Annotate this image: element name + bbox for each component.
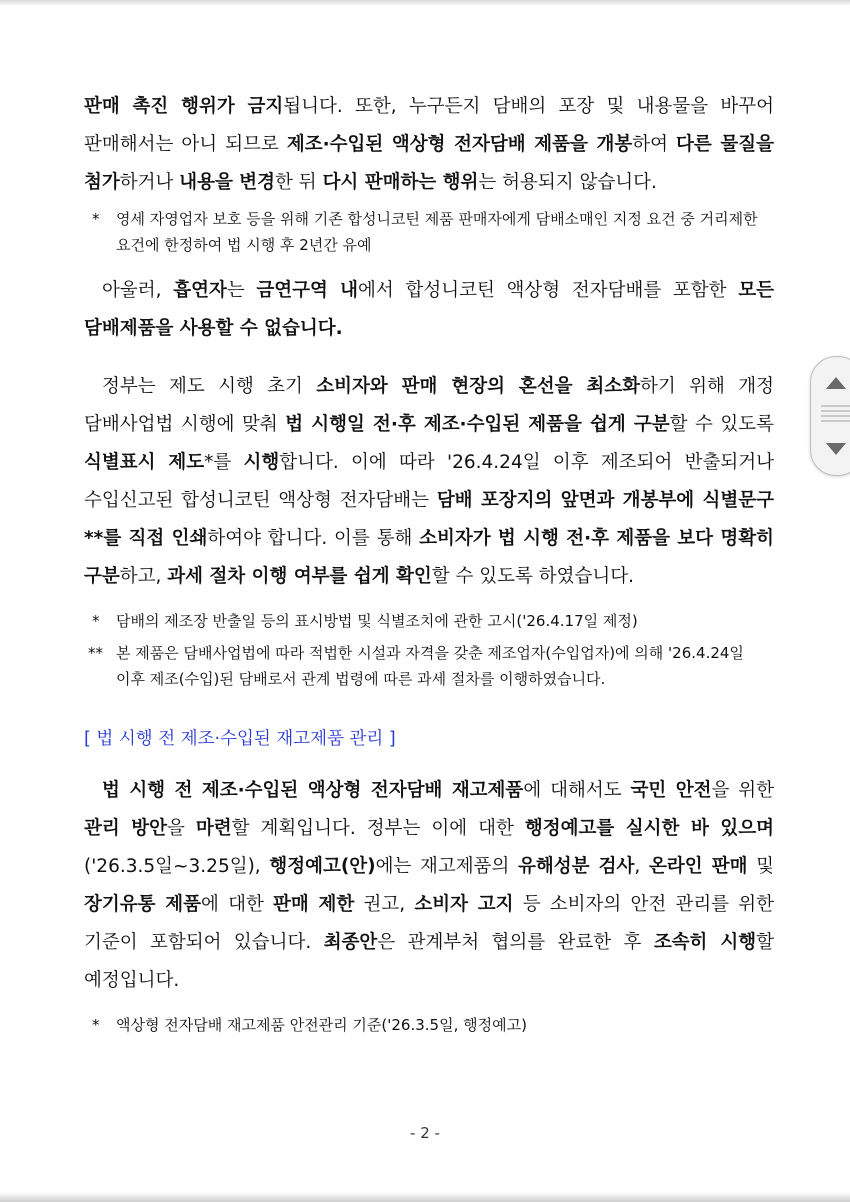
paragraph-sales-restriction bbox=[84, 88, 774, 202]
bold-text: 마련 bbox=[195, 818, 232, 839]
bold-text: 흡연자 bbox=[173, 280, 227, 301]
footnote-inventory-standard bbox=[92, 1012, 774, 1038]
body-text: ('26.3.5일~3.25일), bbox=[84, 856, 270, 877]
footnote-notice bbox=[92, 608, 774, 634]
body-text: 은 관계부처 협의를 완료한 후 bbox=[377, 932, 654, 953]
body-text: 는 bbox=[226, 280, 257, 301]
body-text: 됩니다. 또한, 누구든지 담배의 포장 및 내용물을 바꾸어 판매해서는 아니 되므로 bbox=[84, 96, 775, 155]
body-text: 아울러, bbox=[102, 280, 174, 301]
bold-text: 다시 판매하는 행위 bbox=[322, 172, 479, 193]
bold-text: 법 시행 전 제조·수입된 액상형 전자담배 재고제품 bbox=[102, 780, 524, 801]
bold-text: 소비자가 법 시행 전·후 제품을 보다 명확히 구분 bbox=[84, 528, 774, 587]
bold-text: 조속히 시행 bbox=[653, 932, 757, 953]
document-body bbox=[84, 88, 774, 1038]
bold-text: 행정예고를 실시한 바 있으며 bbox=[524, 818, 774, 839]
bold-text: 소비자 고지 bbox=[414, 894, 514, 915]
scroll-down-button[interactable] bbox=[819, 435, 850, 463]
bold-text: 담배 포장지의 앞면과 개봉부에 식별문구**를 직접 인쇄 bbox=[84, 490, 774, 549]
bold-text: 판매 제한 bbox=[273, 894, 355, 915]
paragraph-no-smoking-zone bbox=[84, 272, 774, 348]
bold-text: 다른 물질을 첨가 bbox=[84, 134, 775, 193]
bold-text: 장기유통 제품 bbox=[84, 894, 201, 915]
body-text: 할 계획입니다. 정부는 이에 대한 bbox=[231, 818, 525, 839]
body-text: 할 예정입니다. bbox=[84, 932, 775, 991]
body-text: 에서 합성니코틴 액상형 전자담배를 포함한 bbox=[358, 280, 739, 301]
footnote-text: 담배의 제조장 반출일 등의 표시방법 및 식별조치에 관한 고시('26.4.17일 제정) bbox=[116, 612, 638, 630]
body-text: 을 bbox=[167, 818, 196, 839]
bold-text: 온라인 판매 bbox=[648, 856, 748, 877]
footnote-grace-period bbox=[92, 206, 774, 258]
bold-text: 시행 bbox=[243, 452, 280, 473]
bold-text: 식별표시 제도 bbox=[84, 452, 205, 473]
bold-text: 내용을 변경 bbox=[179, 172, 276, 193]
section-heading: [ 법 시행 전 제조·수입된 재고제품 관리 ] bbox=[84, 729, 396, 749]
body-text: 등 소비자의 안전 관리를 위한 기준이 포함되어 있습니다. bbox=[84, 894, 775, 953]
footnote-text: 액상형 전자담배 재고제품 안전관리 기준('26.3.5일, 행정예고) bbox=[116, 1016, 527, 1034]
body-text: 에는 재고제품의 bbox=[375, 856, 518, 877]
body-text: 에 대한 bbox=[201, 894, 274, 915]
bold-text: 유해성분 검사 bbox=[517, 856, 635, 877]
footnote-text: 영세 자영업자 보호 등을 위해 기존 합성니코틴 제품 판매자에게 담배소매인 지정 요건 중 거리제한 요건에 한정하여 법 시행 후 2년간 유예 bbox=[116, 210, 758, 254]
bold-text: 국민 안전 bbox=[630, 780, 712, 801]
bold-text: 법 시행일 전·후 제조·수입된 제품을 쉽게 구분 bbox=[285, 414, 670, 435]
paragraph-inventory-management bbox=[84, 772, 774, 1000]
paragraph-identification-label bbox=[84, 368, 774, 596]
bold-text: 과세 절차 이행 여부를 쉽게 확인 bbox=[167, 566, 432, 587]
bold-text: 금연구역 내 bbox=[256, 280, 359, 301]
footnote-marker: ** bbox=[88, 644, 103, 662]
footnote-identification-phrase bbox=[88, 640, 774, 692]
bold-text: 제조·수입된 액상형 전자담배 제품을 개봉 bbox=[286, 134, 633, 155]
body-text: 하기 위해 개정 담배사업법 시행에 맞춰 bbox=[84, 376, 774, 435]
page-bottom-edge bbox=[0, 1192, 850, 1202]
body-text: 하여야 합니다. 이를 통해 bbox=[207, 528, 420, 549]
body-text: 정부는 제도 시행 초기 bbox=[102, 376, 317, 397]
triangle-up-icon bbox=[825, 376, 847, 390]
footnote-marker: * bbox=[92, 612, 100, 630]
triangle-down-icon bbox=[825, 442, 847, 456]
bold-text: 최종안 bbox=[323, 932, 378, 953]
footnote-text: 본 제품은 담배사업법에 따라 적법한 시설과 자격을 갖춘 제조업자(수입업자)에 의해 '26.4.24일 이후 제조(수입)된 담배로서 관계 법령에 따른 과세 절차를 이행하였습니다. bbox=[116, 644, 744, 688]
body-text: 및 bbox=[747, 856, 775, 877]
body-text: , bbox=[634, 856, 649, 877]
body-text: 하거나 bbox=[119, 172, 180, 193]
scroll-grip[interactable] bbox=[821, 405, 850, 427]
bold-text: 모든 담배제품을 사용할 수 없습니다. bbox=[84, 280, 774, 339]
scroll-up-button[interactable] bbox=[819, 369, 850, 397]
body-text: 하고, bbox=[119, 566, 168, 587]
body-text: 할 수 있도록 하였습니다. bbox=[431, 566, 635, 587]
body-text: 는 허용되지 않습니다. bbox=[478, 172, 657, 193]
bold-text: 행정예고(안) bbox=[269, 856, 376, 877]
page-scroll-control bbox=[810, 356, 850, 476]
body-text: 에 대해서도 bbox=[523, 780, 631, 801]
body-text: 한 뒤 bbox=[275, 172, 323, 193]
page-top-edge bbox=[0, 0, 850, 6]
body-text: 하여 bbox=[632, 134, 677, 155]
body-text: 권고, bbox=[354, 894, 415, 915]
footnote-marker: * bbox=[92, 1016, 100, 1034]
body-text: 을 위한 bbox=[711, 780, 774, 801]
bold-text: 소비자와 판매 현장의 혼선을 최소화 bbox=[316, 376, 641, 397]
page-number: - 2 - bbox=[410, 1124, 440, 1142]
bold-text: 관리 방안 bbox=[84, 818, 168, 839]
body-text: 할 수 있도록 bbox=[669, 414, 774, 435]
body-text: 합니다. 이에 따라 '26.4.24일 이후 제조되어 반출되거나 수입신고된 합성니코틴 액상형 전자담배는 bbox=[84, 452, 774, 511]
body-text: *를 bbox=[204, 452, 244, 473]
footnote-marker: * bbox=[92, 210, 100, 228]
bold-text: 판매 촉진 행위가 금지 bbox=[84, 96, 284, 117]
